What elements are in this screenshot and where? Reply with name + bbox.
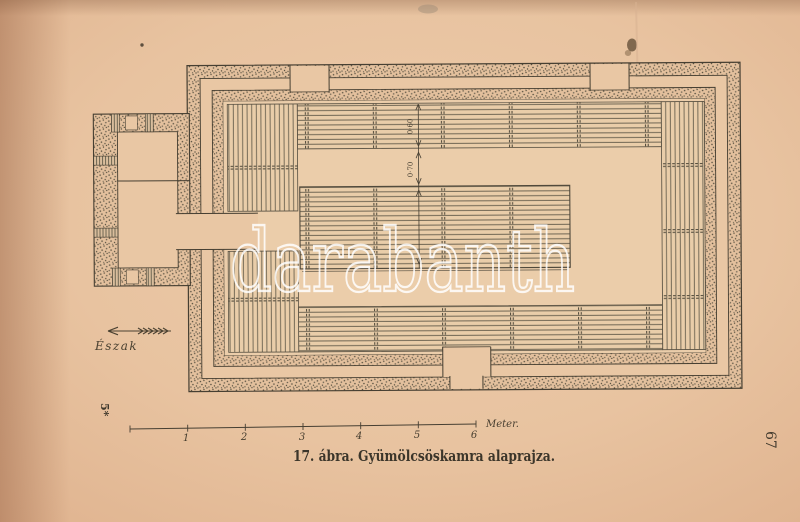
shelf-unit-west-upper (227, 104, 298, 211)
annex (93, 114, 190, 287)
annex-pier (112, 268, 120, 286)
dimension-label-1: 0·60 (406, 118, 415, 135)
scale-tick-label: 2 (240, 432, 248, 443)
signature-mark: 5* (98, 403, 111, 417)
figure-caption: 17. ábra. Gyümölcsöskamra alaprajza. (293, 447, 555, 465)
annex-pier (94, 156, 118, 165)
page-top-edge-shadow (0, 0, 800, 16)
annex-pier (146, 268, 154, 286)
scale-unit-label: Meter. (486, 419, 519, 430)
annex-pier (94, 228, 118, 237)
annex-pier (111, 114, 119, 132)
window-opening-2 (590, 63, 629, 91)
scale-tick-label: 4 (355, 431, 363, 442)
watermark-text: darabanth (230, 212, 575, 312)
shelf-unit-east (661, 101, 706, 349)
page-left-edge-shadow (0, 0, 70, 522)
scale-tick-label: 5 (413, 430, 421, 441)
scale-tick-label: 1 (182, 433, 190, 444)
scale-tick-label: 3 (298, 432, 306, 443)
scale-tick-label: 6 (470, 430, 478, 441)
annex-pier (145, 114, 153, 132)
page-number: 67 (762, 431, 778, 449)
window-opening-1 (290, 65, 329, 93)
shelf-band-north (297, 102, 661, 149)
dimension-label-2: 0·70 (406, 161, 415, 178)
north-label: Észak (95, 339, 139, 353)
